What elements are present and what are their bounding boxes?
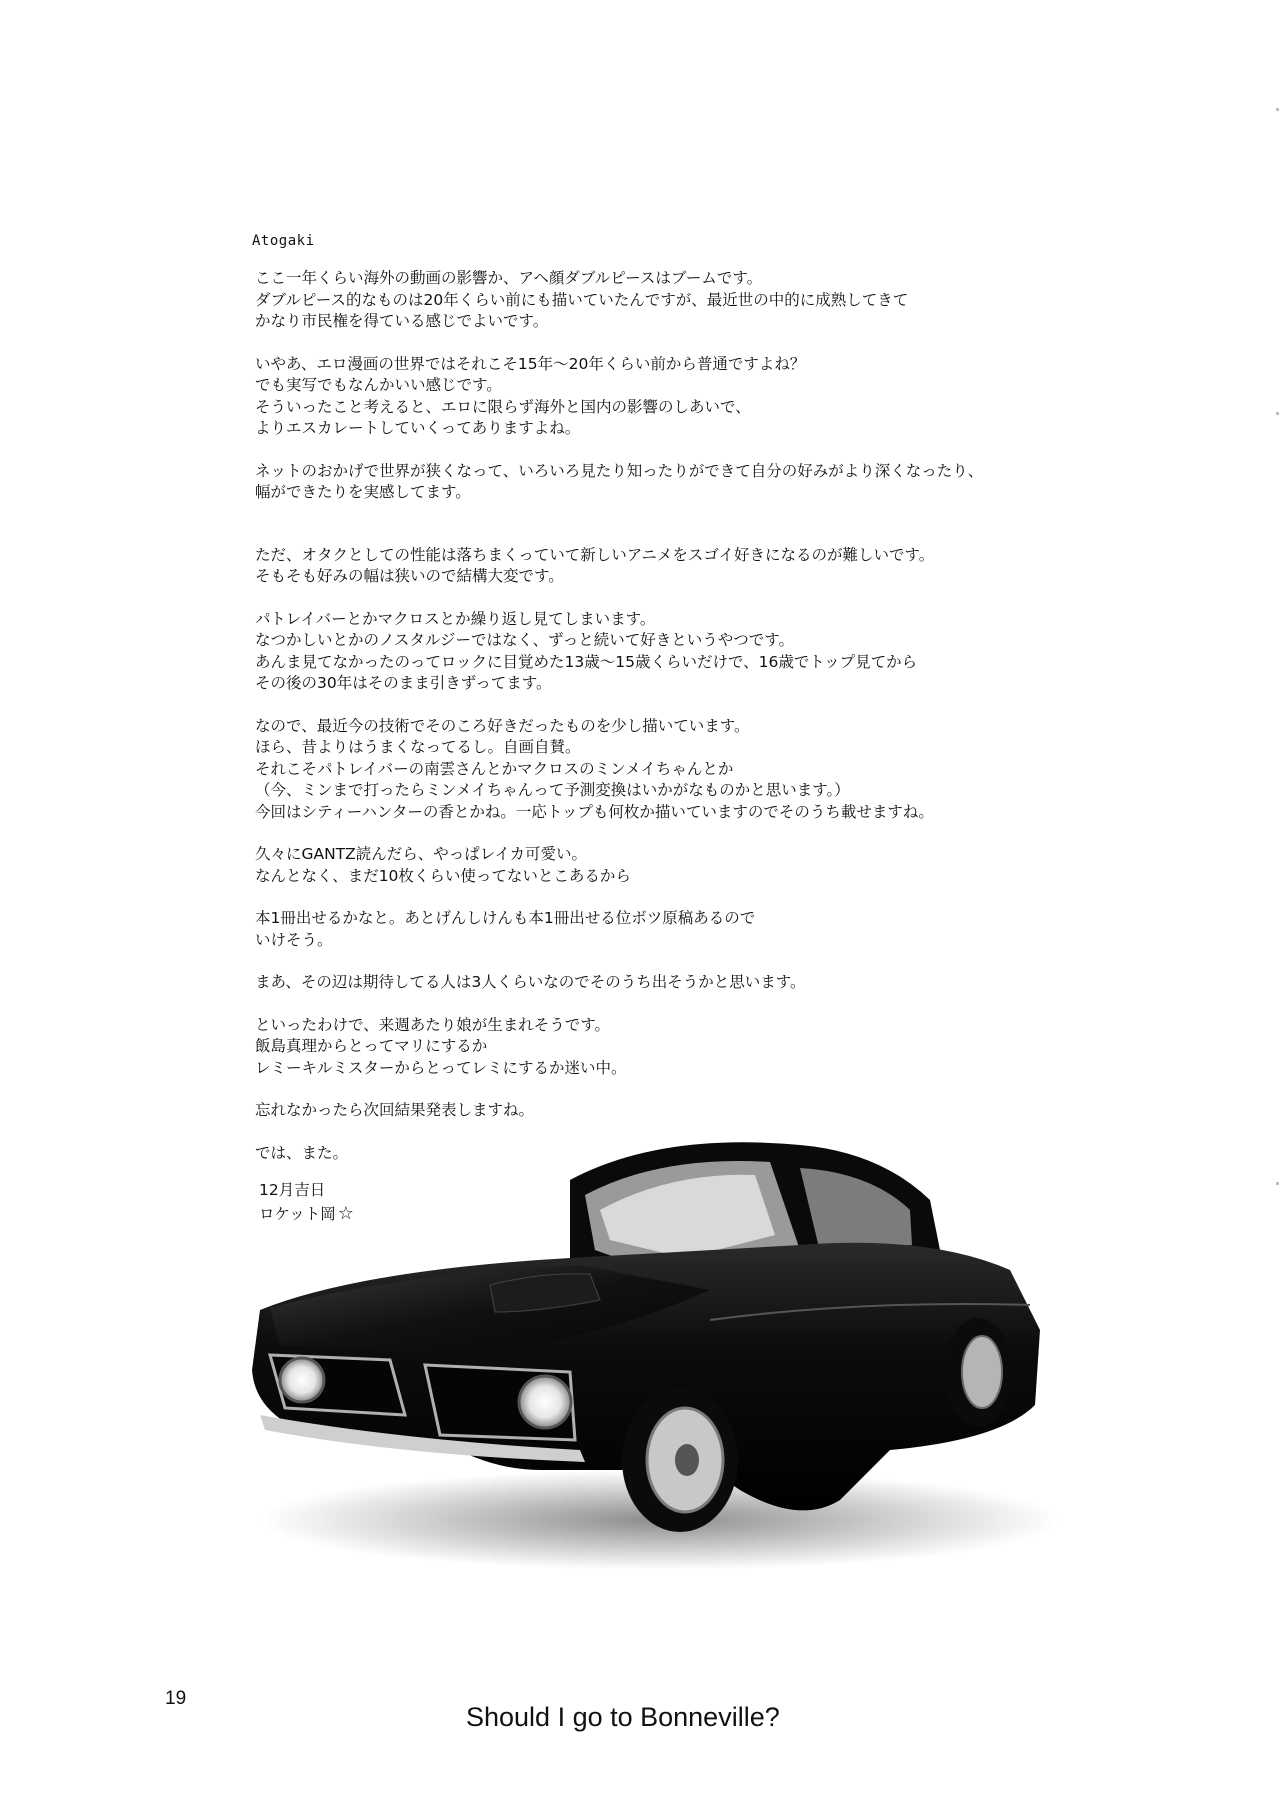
text-line: ただ、オタクとしての性能は落ちまくっていて新しいアニメをスゴイ好きになるのが難しいです。 xyxy=(255,545,935,564)
star-icon: ☆ xyxy=(337,1203,354,1224)
scan-edge-mark xyxy=(1276,412,1279,415)
page-number: 19 xyxy=(165,1688,187,1709)
text-line: ネットのおかげで世界が狭くなって、いろいろ見たり知ったりができて自分の好みがより深くなったり、 xyxy=(255,461,984,480)
paragraph-8 xyxy=(255,908,1075,951)
text-line: なつかしいとかのノスタルジーではなく、ずっと続いて好きというやつです。 xyxy=(255,631,795,649)
paragraph-5 xyxy=(255,609,1075,695)
car-photo xyxy=(240,1140,1080,1580)
paragraph-6 xyxy=(255,716,1075,824)
text-line: いやあ、エロ漫画の世界ではそれこそ15年〜20年くらい前から普通ですよね？ xyxy=(255,354,806,373)
car-rear-wheel-rim xyxy=(962,1336,1002,1408)
text-line: でも実写でもなんかいい感じです。 xyxy=(255,376,502,394)
text-line: 今回はシティーハンターの香とかね。一応トップも何枚か描いていますのでそのうち載せますね。 xyxy=(255,802,934,821)
text-line: レミーキルミスターからとってレミにするか迷い中。 xyxy=(255,1058,627,1077)
text-line: いけそう。 xyxy=(255,930,333,949)
car-front-wheel-hub xyxy=(675,1444,699,1476)
paragraph-11 xyxy=(255,1100,1075,1122)
text-line: それこそパトレイバーの南雲さんとかマクロスのミンメイちゃんとか xyxy=(255,759,734,778)
paragraph-2 xyxy=(255,354,1075,440)
text-line: あんま見てなかったのってロックに目覚めた13歳〜15歳くらいだけで、16歳でトップ見てから xyxy=(255,652,918,671)
paragraph-4 xyxy=(255,545,1075,588)
text-line: ダブルピース的なものは20年くらい前にも描いていたんですが、最近世の中的に成熟してきて xyxy=(255,290,909,309)
text-line: なので、最近今の技術でそのころ好きだったものを少し描いています。 xyxy=(255,716,750,735)
signature-author: ロケット岡 xyxy=(259,1205,336,1223)
paragraph-9 xyxy=(255,972,1075,994)
text-line: パトレイバーとかマクロスとか繰り返し見てしまいます。 xyxy=(255,609,656,628)
afterword-heading: Atogaki xyxy=(252,233,315,249)
scan-edge-mark xyxy=(1276,1182,1279,1185)
paragraph-7 xyxy=(255,844,1075,887)
text-line: よりエスカレートしていくってありますよね。 xyxy=(255,419,581,437)
signature-block xyxy=(259,1178,354,1226)
text-line: ほら、昔よりはうまくなってるし。自画自賛。 xyxy=(255,738,581,756)
car-headlight-left xyxy=(280,1358,324,1402)
paragraph-10 xyxy=(255,1015,1075,1080)
text-line: 飯島真理からとってマリにするか xyxy=(255,1037,488,1055)
signature-date: 12月吉日 xyxy=(259,1181,326,1199)
text-line: なんとなく、まだ10枚くらい使ってないとこあるから xyxy=(255,866,631,885)
text-line: そういったこと考えると、エロに限らず海外と国内の影響のしあいで、 xyxy=(255,397,751,416)
paragraph-1 xyxy=(255,268,1075,333)
text-line: そもそも好みの幅は狭いので結構大変です。 xyxy=(255,567,564,585)
car-headlight-right xyxy=(519,1376,571,1428)
paragraph-3 xyxy=(255,461,1075,504)
text-line: その後の30年はそのまま引きずってます。 xyxy=(255,674,552,692)
signature-line xyxy=(259,1202,354,1226)
text-line: 本1冊出せるかなと。あとげんしけんも本1冊出せる位ボツ原稿あるので xyxy=(255,909,756,927)
text-line: では、また。 xyxy=(255,1143,349,1162)
afterword-body xyxy=(255,268,1075,1185)
text-line: 久々にGANTZ読んだら、やっぱレイカ可愛い。 xyxy=(255,845,588,863)
text-line: かなり市民権を得ている感じでよいです。 xyxy=(255,312,549,330)
text-line: といったわけで、来週あたり娘が生まれそうです。 xyxy=(255,1015,610,1034)
text-line: 忘れなかったら次回結果発表しますね。 xyxy=(255,1101,535,1119)
text-line: まあ、その辺は期待してる人は3人くらいなのでそのうち出そうかと思います。 xyxy=(255,973,806,991)
scan-edge-mark xyxy=(1276,108,1279,111)
text-line: 幅ができたりを実感してます。 xyxy=(255,483,471,501)
text-line: （今、ミンまで打ったらミンメイちゃんって予測変換はいかがなものかと思います。） xyxy=(255,781,850,799)
text-line: ここ一年くらい海外の動画の影響か、アヘ顔ダブルピースはブームです。 xyxy=(255,269,763,287)
photo-caption: Should I go to Bonneville? xyxy=(466,1702,780,1732)
